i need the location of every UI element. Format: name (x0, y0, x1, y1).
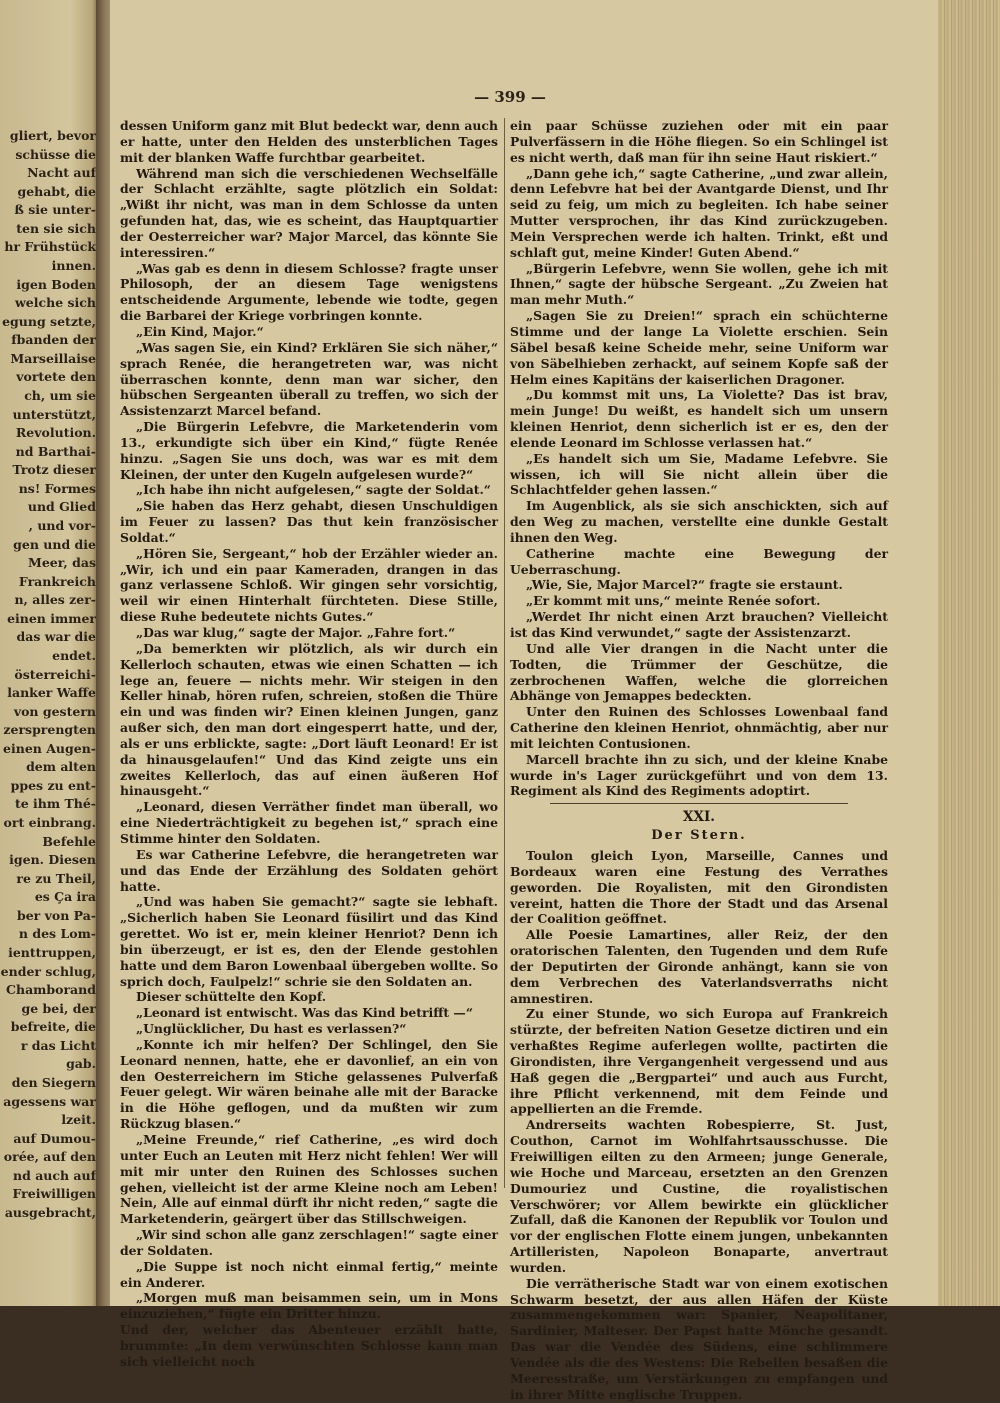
left-page-line: ch, um sie (24, 387, 96, 403)
chapter-number: XXI. (683, 809, 715, 826)
left-page-line: fbanden der (11, 332, 96, 348)
paragraph: „Dann gehe ich,“ sagte Catherine, „und zwar allein, denn Lefebvre hat bei der Avantgarde Dienst, und Ihr seid zu feig, um mich zu begleiten. Ich habe seiner Mutter versprochen, ihr das Kind zurückzugeben. Mein Versprechen werde ich halten. Trinkt, eßt und schlaft gut, meine Kinder! Guten Abend.“ (510, 165, 888, 260)
paragraph: Catherine machte eine Bewegung der Ueberraschung. (510, 545, 888, 577)
left-page-line: welche sich (15, 295, 96, 311)
left-page-line: Nacht auf (27, 165, 96, 181)
text-column-right (510, 118, 888, 1403)
left-page-line: igen. Diesen (9, 852, 96, 868)
page-number: — 399 — (474, 88, 546, 106)
left-page-line: ienttruppen, (8, 945, 96, 961)
left-page-line: igen Boden (16, 276, 96, 292)
paragraph: ein paar Schüsse zuziehen oder mit ein paar Pulverfässern in die Höhe fliegen. So ein Schlingel ist es nicht werth, daß man für ihn seine Haut riskiert.“ (510, 118, 888, 165)
paragraph: „Wir sind schon alle ganz zerschlagen!“ sagte einer der Soldaten. (120, 1227, 498, 1258)
left-page-line: hr Frühstück (4, 239, 96, 255)
paragraph: „Was gab es denn in diesem Schlosse? fragte unser Philosoph, der an diesem Tage wenigstens entscheidende Argumente, lebende wie todte, gegen die Barbarei der Kriege vorbringen konnte. (120, 260, 498, 324)
left-page-line: das war die (16, 629, 96, 645)
left-page-line: re zu Theil, (16, 870, 96, 886)
left-page-line: zersprengten (3, 722, 96, 738)
left-page-line: ender schlug, (0, 963, 96, 979)
left-page-line: Befehle (42, 833, 96, 849)
paragraph: Marcell brachte ihn zu sich, und der kleine Knabe wurde in's Lager zurückgeführt und von dem 13. Regiment als Kind des Regiments adoptirt. (510, 751, 888, 799)
paragraph: „Die Suppe ist noch nicht einmal fertig,“ meinte ein Anderer. (120, 1258, 498, 1290)
paragraph: „Was sagen Sie, ein Kind? Erklären Sie sich näher,“ sprach Renée, die herangetreten war, was nicht überraschen konnte, denn man war sicher, den hübschen Sergeanten überall zu treffen, wo sich der Assistenzarzt Marcel befand. (120, 339, 498, 419)
paragraph: „Ein Kind, Major.“ (136, 323, 264, 339)
left-page-line: nd auch auf (13, 1167, 96, 1183)
left-page-line: r das Licht (20, 1037, 96, 1053)
left-page-line: lzeit. (61, 1112, 96, 1128)
paragraph: Die verrätherische Stadt war von einem exotischen Schwarm besetzt, der aus allen Häfen der Küste zusammengekommen war: Spanier, Neapolitaner, Sardinier, Malteser. Der Papst hatte Mönche gesandt. Das war die Vendée des Südens, eine schlimmere Vendée als die des Westens: Die Rebellen besaßen die Meeresstraße, um Verstärkungen zu empfangen und in ihrer Mitte englische Truppen. (510, 1275, 888, 1402)
left-page-line: gab. (66, 1056, 96, 1072)
paragraph: „Er kommt mit uns,“ meinte Renée sofort. (526, 593, 821, 609)
left-page-line: Chamborand (6, 982, 96, 998)
left-page-line: es Ça ira (34, 889, 96, 905)
paragraph: „Es handelt sich um Sie, Madame Lefebvre. Sie wissen, ich will Sie nicht allein über die Schlachtfelder gehen lassen.“ (510, 450, 888, 498)
paragraph: „Bürgerin Lefebvre, wenn Sie wollen, gehe ich mit Ihnen,“ sagte der hübsche Sergeant. „Zu Zweien hat man mehr Muth.“ (510, 260, 888, 308)
paragraph: „Ich habe ihn nicht aufgelesen,“ sagte der Soldat.“ (136, 482, 491, 498)
section-separator (550, 803, 848, 804)
left-page-line: und Glied (27, 499, 96, 515)
paragraph: Es war Catherine Lefebvre, die herangetreten war und das Ende der Erzählung des Soldaten gehört hatte. (120, 846, 498, 894)
paragraph: Dieser schüttelte den Kopf. (136, 989, 327, 1005)
left-page-line: auf Dumou- (13, 1130, 96, 1146)
chapter-title: Der Stern. (651, 828, 747, 844)
left-page-line: ort einbrang. (3, 815, 96, 831)
left-page-line: vortete den (16, 369, 96, 385)
paragraph: Alle Poesie Lamartines, aller Reiz, der den oratorischen Talenten, den Tugenden und dem Rufe der Deputirten der Gironde anhängt, kann sie von dem Verbrechen des Vaterlandsverraths nicht amnestiren. (510, 927, 888, 1006)
text-column-left (120, 118, 498, 1370)
left-page-line: ns! Formes (18, 480, 96, 496)
paragraph: „Wie, Sie, Major Marcel?“ fragte sie erstaunt. (526, 577, 843, 593)
paragraph: Während man sich die verschiedenen Wechselfälle der Schlacht erzählte, sagte plötzlich ein Soldat: „Wißt ihr nicht, was man in dem Schlosse da unten gefunden hat, das, wie es scheint, das Hauptquartier der Oesterreicher war? Major Marcel, das könnte Sie interessiren.“ (120, 165, 498, 260)
left-page-line: schüsse die (15, 146, 96, 162)
paragraph: „Und was haben Sie gemacht?“ sagte sie lebhaft. „Sicherlich haben Sie Leonard füsilirt und das Kind gerettet. Wo ist er, mein kleiner Henriot? Denn ich bin überzeugt, er ist es, den der Elende gestohlen hatte und dem Baron Lowenbaal übergeben wollte. So sprich doch, Faulpelz!“ schrie sie den Soldaten an. (120, 894, 498, 989)
paragraph: dessen Uniform ganz mit Blut bedeckt war, denn auch er hatte, unter den Helden des unsterblichen Tages mit der blanken Waffe furchtbar gearbeitet. (120, 118, 498, 165)
paragraph: Toulon gleich Lyon, Marseille, Cannes und Bordeaux waren eine Festung des Verrathes geworden. Die Royalisten, mit den Girondisten vereint, hatten die Thore der Stadt und das Arsenal der Coalition geöffnet. (510, 847, 888, 927)
left-page-line: gehabt, die (17, 183, 96, 199)
paragraph: „Da bemerkten wir plötzlich, als wir durch ein Kellerloch schauten, etwas wie einen Schatten — ich lege an, feuere — nichts mehr. Wir steigen in den Keller hinab, hören rufen, schreien, stoßen die Thüre ein und was finden wir? Einen kleinen Jungen, ganz außer sich, den man dort eingesperrt hatte, und der, als er uns erblickte, sagte: „Dort läuft Leonard! Er ist da hinausgelaufen!“ Und das Kind zeigte uns ein zweites Kellerloch, das auf einen äußeren Hof hinausgeht.“ (120, 640, 498, 799)
left-page-line: Trotz dieser (12, 462, 96, 478)
left-page-line: lanker Waffe (7, 685, 96, 701)
left-page-line: dem alten (26, 759, 96, 775)
paragraph: Und alle Vier drangen in die Nacht unter die Todten, die Trümmer der Geschütze, die zerbrochenen Waffen, welche die glorreichen Abhänge von Jemappes bedeckten. (510, 640, 888, 704)
left-page-line: ten sie sich (16, 220, 96, 236)
left-page-line: agessens war (3, 1093, 96, 1109)
left-page-line: den Siegern (11, 1075, 96, 1091)
left-page-line: einen Augen- (3, 740, 96, 756)
left-page-line: te ihm Thé- (14, 796, 96, 812)
left-page-line: Revolution. (15, 425, 96, 441)
paragraph: „Meine Freunde,“ rief Catherine, „es wird doch unter Euch an Leuten mit Herz nicht fehlen! Wer will mit mir unter den Ruinen des Schlosses suchen gehen, vielleicht ist der arme Kleine noch am Leben! Nein, Alle auf einmal dürft ihr nicht reden,“ sagte die Marketenderin, geärgert über das Stillschweigen. (120, 1132, 498, 1227)
paragraph: „Leonard, diesen Verräther findet man überall, wo eine Niederträchtigkeit zu begehen ist,“ sprach eine Stimme hinter den Soldaten. (120, 799, 498, 846)
left-page-line: Freiwilligen (12, 1186, 96, 1202)
paragraph: Im Augenblick, als sie sich anschickten, sich auf den Weg zu machen, verstellte eine dunkle Gestalt ihnen den Weg. (510, 498, 888, 545)
left-page-line: ber von Pa- (16, 907, 96, 923)
paragraph: „Die Bürgerin Lefebvre, die Marketenderin vom 13., erkundigte sich über ein Kind,“ fügte Renée hinzu. „Sagen Sie uns doch, was war es mit dem Kleinen, der unter den Kugeln aufgelesen wurde?“ (120, 419, 498, 482)
paragraph: Unter den Ruinen des Schlosses Lowenbaal fand Catherine den kleinen Henriot, ohnmächtig, aber nur mit leichten Contusionen. (510, 704, 888, 751)
column-divider (504, 118, 505, 1188)
left-page-line: ß sie unter- (14, 202, 96, 218)
paragraph: Zu einer Stunde, wo sich Europa auf Frankreich stürzte, der befreiten Nation Gesetze dictiren und ein verhaßtes Regime auferlegen wollte, pactirten die Girondisten, ihre Vergangenheit vergessend und aus Haß gegen die „Bergpartei“ und auch aus Furcht, ihre Pflicht verkennend, mit dem Feinde und appellierten an die Fremde. (510, 1006, 888, 1117)
left-page-line: egung setzte, (2, 313, 96, 329)
left-page-line: unterstützt, (12, 406, 96, 422)
left-page-line: ppes zu ent- (10, 777, 96, 793)
left-page-line: ausgebracht, (4, 1205, 96, 1220)
left-page-line: endet. (52, 647, 96, 663)
left-page-line: befreite, die (10, 1019, 96, 1035)
left-page-line: Meer, das (28, 555, 96, 571)
left-page-line: Marseillaise (10, 350, 96, 366)
left-page-line: , und vor- (28, 517, 96, 533)
left-page-line: n des Lom- (18, 926, 96, 942)
paragraph: „Du kommst mit uns, La Violette? Das ist brav, mein Junge! Du weißt, es handelt sich um unsern kleinen Henriot, denn sicherlich ist er es, den der elende Leonard im Schlosse verlassen hat.“ (510, 387, 888, 450)
left-page-line: ge bei, der (21, 1000, 96, 1016)
paragraph: „Konnte ich mir helfen? Der Schlingel, den Sie Leonard nennen, hatte, ehe er davonlief, an ein von den Oesterreichern im Stiche gelassenes Pulverfaß Feuer gelegt. Wir wären beinahe alle mit der Baracke in die Höhe geflogen, und da mußten wir zum Rückzug blasen.“ (120, 1036, 498, 1132)
paragraph: „Sie haben das Herz gehabt, diesen Unschuldigen im Feuer zu lassen? Das thut kein französischer Soldat.“ (120, 498, 498, 545)
paragraph: „Hören Sie, Sergeant,“ hob der Erzähler wieder an. „Wir, ich und ein paar Kameraden, drangen in das ganz verlassene Schloß. Wir gingen sehr vorsichtig, weil wir einen Hinterhalt fürchteten. Diese Stille, diese Ruhe bedeutete nichts Gutes.“ (120, 545, 498, 625)
left-page-line: von gestern (13, 703, 96, 719)
left-page-line: österreichi- (14, 666, 96, 682)
left-page-line: innen. (51, 257, 96, 273)
left-page-line: einen immer (7, 610, 96, 626)
left-page-line: gliert, bevor (9, 128, 96, 143)
left-page-line: gen und die (13, 536, 96, 552)
left-page-line: Frankreich (18, 573, 96, 589)
page-edges (938, 0, 1000, 1306)
left-page-line: n, alles zer- (14, 592, 96, 608)
paragraph: „Das war klug,“ sagte der Major. „Fahre fort.“ (136, 625, 456, 640)
left-page-fragment (0, 0, 100, 1306)
left-page-line: orée, auf den (3, 1149, 96, 1165)
paragraph: Und der, welcher das Abenteuer erzählt hatte, brummte: „In dem verwünschten Schlosse kann man sich vielleicht noch (120, 1322, 498, 1369)
paragraph: Andrerseits wachten Robespierre, St. Just, Couthon, Carnot im Wohlfahrtsausschusse. Die Freiwilligen eilten zu den Armeen; junge Generale, wie Hoche und Marceau, ersetzten an den Grenzen Dumouriez und Custine, die royalistischen Verschwörer; vor Allem bewirkte ein glücklicher Zufall, daß die Kanonen der Republik vor Toulon und vor der englischen Flotte einem jungen, unbekannten Artilleristen, Napoleon Bonaparte, anvertraut wurden. (510, 1117, 888, 1275)
paragraph: „Leonard ist entwischt. Was das Kind betrifft —“ (136, 1005, 473, 1021)
paragraph: „Morgen muß man beisammen sein, um in Mons einzuziehen,“ fügte ein Dritter hinzu. (120, 1290, 498, 1322)
paragraph: „Werdet Ihr nicht einen Arzt brauchen? Vielleicht ist das Kind verwundet,“ sagte der Assistenzarzt. (510, 609, 888, 640)
paragraph: „Unglücklicher, Du hast es verlassen?“ (136, 1021, 407, 1037)
left-page-line: nd Barthai- (15, 443, 96, 459)
paragraph: „Sagen Sie zu Dreien!“ sprach ein schüchterne Stimme und der lange La Violette erschien. Sein Säbel besaß keine Scheide mehr, seine Uniform war von Säbelhieben zerhackt, auf seinem Kopfe saß der Helm eines Kapitäns der kaiserlichen Dragoner. (510, 308, 888, 387)
